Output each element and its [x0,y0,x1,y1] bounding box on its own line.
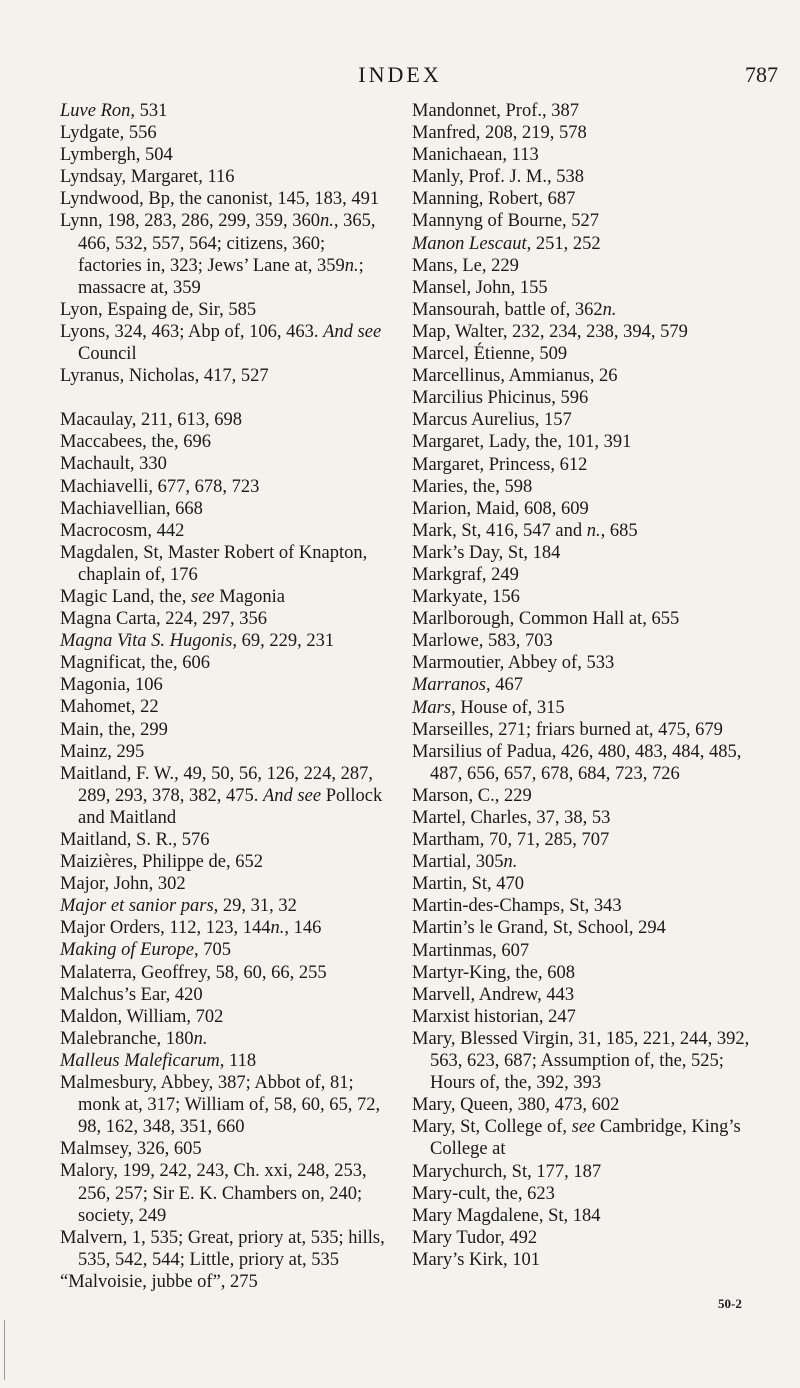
index-entry-text: Manning, Robert, 687 [412,189,576,210]
index-entry-text: Margaret, Lady, the, 101, 391 [412,432,632,453]
index-entry-text: Malmesbury, Abbey, 387; Abbot of, 81; monk at, 317; William of, 58, 60, 65, 72, 98, 162, 348, 351, 660 [60,1073,381,1138]
index-entry [412,917,772,939]
index-entry [412,984,772,1006]
index-entry-text: Malvern, 1, 535; Great, priory at, 535; hills, 535, 542, 544; Little, priory at, 535 [60,1227,385,1270]
index-entry-text: Marxist historian, 247 [412,1006,576,1027]
index-entry-text: “Malvoisie, jubbe of”, 275 [60,1271,258,1292]
index-entry-text: Magdalen, St, Master Robert of Knapton, chaplain of, 176 [60,542,368,585]
index-entry-italic-text: Magna Vita S. Hugonis [60,631,233,652]
index-entry-text: Malchus’s Ear, 420 [60,984,203,1005]
index-entry-text: Malaterra, Geoffrey, 58, 60, 66, 255 [60,962,327,983]
index-entry [60,962,385,984]
index-entry-text: Magna Carta, 224, 297, 356 [60,609,268,630]
index-entry-text: Martinmas, 607 [412,940,530,961]
index-entry-text: Marmoutier, Abbey of, 533 [412,653,615,674]
index-entry-text: Maccabees, the, 696 [60,432,212,453]
index-entry-text: Lyon, Espaing de, Sir, 585 [60,299,257,320]
index-entry-text: Lyndwood, Bp, the canonist, 145, 183, 491 [60,189,380,210]
index-entry [60,763,385,829]
index-entry-text: Maitland, S. R., 576 [60,830,210,850]
index-entry-text: Lynn, 198, 283, 286, 299, 359, 360 [60,211,321,232]
index-entry-text: Mans, Le, 229 [412,255,519,276]
index-entry [60,1138,385,1160]
index-entry [60,144,385,166]
index-entry [60,453,385,475]
index-entry-text: Lyndsay, Margaret, 116 [60,167,235,188]
index-entry-text: Mansourah, battle of, 362 [412,299,603,320]
index-entry [412,122,772,144]
index-entry-text: Martyr-King, the, 608 [412,962,576,983]
page-header [0,58,800,98]
index-entry [412,564,772,586]
index-entry-text: Martin’s le Grand, St, School, 294 [412,918,666,939]
index-entry [60,829,385,851]
index-entry-text: , 251, 252 [526,233,601,254]
index-entry-text: Mansel, John, 155 [412,277,548,298]
index-entry-text: Map, Walter, 232, 234, 238, 394, 579 [412,321,688,342]
running-title: INDEX [358,62,442,87]
index-entry-text: Manly, Prof. J. M., 538 [412,167,584,188]
index-entry [60,476,385,498]
index-entry-text: Manfred, 208, 219, 578 [412,123,587,144]
index-entry [412,233,772,255]
index-entry-text: Maizières, Philippe de, 652 [60,852,263,873]
index-entry [412,608,772,630]
index-entry [60,696,385,718]
index-entry [412,697,772,719]
index-entry-text: Machiavellian, 668 [60,498,203,519]
index-column-right [412,100,772,1271]
index-entry-text: Major Orders, 112, 123, 144 [60,918,271,939]
index-entry-text: , 69, 229, 231 [232,631,335,652]
index-entry-text: Maldon, William, 702 [60,1006,224,1027]
index-entry-text: Mahomet, 22 [60,697,159,718]
index-entry-italic-text: see [191,586,215,607]
index-entry [412,343,772,365]
index-entry-text: Mary, Queen, 380, 473, 602 [412,1095,620,1116]
index-entry [412,741,772,785]
index-entry [60,1006,385,1028]
index-entry [412,476,772,498]
index-entry [412,387,772,409]
index-entry-text: Mark’s Day, St, 184 [412,542,561,563]
index-entry [412,299,772,321]
index-entry-text: , House of, 315 [451,697,565,718]
index-entry [60,586,385,608]
index-entry [412,630,772,652]
index-entry-text: Mary, St, College of, [412,1117,572,1138]
index-entry-text: Markgraf, 249 [412,564,519,585]
index-entry [412,1028,772,1094]
index-entry [60,984,385,1006]
index-entry-text: Cambridge, King’s College at [430,1117,741,1160]
index-entry [412,829,772,851]
index-entry-text: Manichaean, 113 [412,145,539,166]
index-entry [412,144,772,166]
index-entry [60,895,385,917]
index-entry-text: Lyons, 324, 463; Abp of, 106, 463. [60,321,324,342]
index-entry [412,255,772,277]
index-entry [60,542,385,586]
index-entry [60,210,385,298]
index-entry-text: Mary Tudor, 492 [412,1227,538,1248]
index-entry [60,409,385,431]
index-entry-text: Maries, the, 598 [412,476,533,497]
index-entry-text: Mary Magdalene, St, 184 [412,1205,601,1226]
index-entry-text: Macaulay, 211, 613, 698 [60,410,243,431]
index-entry [412,1183,772,1205]
index-entry-italic-text: Mars [412,697,452,718]
index-entry-italic-text: n. [270,918,285,939]
index-entry-text: Marvell, Andrew, 443 [412,984,575,1005]
index-entry-text: Major, John, 302 [60,874,186,895]
index-entry [412,674,772,696]
index-entry [60,1050,385,1072]
index-column-left [60,100,385,1293]
index-entry [60,431,385,453]
index-entry [412,1161,772,1183]
index-entry [60,608,385,630]
index-entry [60,873,385,895]
index-entry-text: Marlborough, Common Hall at, 655 [412,609,680,630]
index-entry-text: , 146 [284,918,322,939]
index-entry-italic-text: And see [263,785,322,806]
index-entry-text: Marcel, Étienne, 509 [412,344,568,365]
index-entry-text: Main, the, 299 [60,719,168,740]
index-entry-italic-text: Malleus Maleficarum [60,1050,220,1071]
index-entry [60,719,385,741]
index-entry [412,409,772,431]
page-edge-mark [4,1320,5,1380]
page-number: 787 [745,62,778,87]
index-entry [60,188,385,210]
index-entry [412,895,772,917]
index-entry-text: , 705 [193,940,231,961]
index-entry-italic-text: Marranos [412,675,487,696]
index-entry [412,719,772,741]
index-entry [60,365,385,387]
index-entry-text: Macrocosm, 442 [60,520,185,541]
index-entry [60,100,385,122]
index-entry-text: Mainz, 295 [60,741,145,762]
index-entry [60,1072,385,1138]
index-entry-text: Martial, 305 [412,852,504,873]
index-entry-text: Lydgate, 556 [60,123,157,144]
index-entry [412,586,772,608]
index-entry-text: Machiavelli, 677, 678, 723 [60,476,260,497]
index-entry-text: Martin, St, 470 [412,874,525,895]
index-entry [412,498,772,520]
index-entry [60,1271,385,1293]
index-entry-italic-text: Manon Lescaut [412,233,527,254]
index-entry [412,520,772,542]
index-entry-text: Margaret, Princess, 612 [412,454,588,475]
index-entry-italic-text: n. [344,255,359,276]
index-entry [412,1249,772,1271]
index-entry [412,210,772,232]
index-entry [412,188,772,210]
index-entry [60,630,385,652]
index-entry-text: Marion, Maid, 608, 609 [412,498,589,519]
index-entry-text: Mary’s Kirk, 101 [412,1249,540,1270]
index-entry [60,652,385,674]
index-entry-text: , 467 [486,675,524,696]
index-entry-italic-text: see [571,1117,596,1138]
index-entry [60,674,385,696]
index-entry-italic-text: n. [320,211,334,232]
index-entry-italic-text: Major et sanior pars [60,896,214,917]
index-entry-italic-text: n. [503,852,518,873]
index-entry [412,1205,772,1227]
index-entry [60,166,385,188]
index-entry-text: Malebranche, 180 [60,1028,194,1049]
index-entry-text: Magonia [214,586,286,607]
index-entry-text: Martin-des-Champs, St, 343 [412,896,622,917]
index-entry-text: Markyate, 156 [412,587,520,608]
index-entry-text: Marsilius of Padua, 426, 480, 483, 484, 485, 487, 656, 657, 678, 684, 723, 726 [412,741,742,784]
index-entry-text: Marseilles, 271; friars burned at, 475, 679 [412,719,723,740]
index-entry [412,807,772,829]
index-entry-text: , 29, 31, 32 [213,896,297,917]
index-entry-text: , 365, 466, 532, 557, 564; citizens, 360; factories in, 323; Jews’ Lane at, 359 [78,211,376,276]
index-entry-text: Mandonnet, Prof., 387 [412,101,579,121]
index-entry-text: Marcellinus, Ammianus, 26 [412,366,618,387]
index-entry [412,652,772,674]
index-entry-text: Marychurch, St, 177, 187 [412,1161,602,1182]
index-entry-text: Mark, St, 416, 547 and [412,520,587,541]
index-entry-italic-text: Making of Europe [60,940,194,961]
index-entry-text: Council [78,344,137,365]
index-entry [60,1227,385,1271]
index-entry [60,299,385,321]
index-entry [60,498,385,520]
index-entry-text: Mannyng of Bourne, 527 [412,211,600,232]
index-entry [60,939,385,961]
index-entry [412,873,772,895]
index-entry-text: Magnificat, the, 606 [60,653,211,674]
index-entry-text: Magic Land, the, [60,586,191,607]
index-entry-text: , 531 [130,101,168,121]
index-entry [412,166,772,188]
index-entry-text: Marcilius Phicinus, 596 [412,388,589,409]
index-entry-text: Mary, Blessed Virgin, 31, 185, 221, 244, 392, 563, 623, 687; Assumption of, the, 525; Hours of, the, 392, 393 [412,1028,750,1094]
index-entry-italic-text: n. [602,299,617,320]
index-entry [412,1006,772,1028]
index-entry [412,1227,772,1249]
index-entry [412,431,772,453]
index-entry-text: Marlowe, 583, 703 [412,631,553,652]
index-entry-italic-text: n. [193,1028,208,1049]
index-entry [412,940,772,962]
index-entry [60,741,385,763]
index-entry [412,785,772,807]
index-entry-text: , 118 [219,1050,257,1071]
index-entry-text: Martham, 70, 71, 285, 707 [412,830,610,851]
index-entry [412,100,772,122]
index-entry [412,321,772,343]
index-entry [60,1028,385,1050]
index-entry [412,851,772,873]
index-entry [412,1094,772,1116]
index-entry [412,542,772,564]
index-entry [60,1160,385,1226]
index-entry-text: Lymbergh, 504 [60,145,173,166]
index-entry [412,1116,772,1160]
index-entry-text: Maitland, F. W., 49, 50, 56, 126, 224, 287, 289, 293, 378, 382, 475. [60,763,374,806]
index-entry [412,454,772,476]
index-entry-italic-text: n. [586,520,601,541]
index-entry-italic-text: Luve Ron [60,101,131,121]
signature-mark: 50-2 [718,1296,742,1311]
index-entry-text: Mary-cult, the, 623 [412,1183,555,1204]
index-entry-text: Lyranus, Nicholas, 417, 527 [60,366,269,387]
index-entry-text: Machault, 330 [60,454,167,475]
index-entry [60,520,385,542]
index-entry-text: Malmsey, 326, 605 [60,1139,202,1160]
index-entry [412,277,772,299]
index-entry [60,122,385,144]
index-entry [412,962,772,984]
index-entry-text: Martel, Charles, 37, 38, 53 [412,808,611,828]
index-entry-italic-text: And see [323,321,382,342]
index-entry-text: Pollock and Maitland [78,785,383,828]
index-entry [60,851,385,873]
index-entry-text: Magonia, 106 [60,675,163,696]
index-entry-text: ; massacre at, 359 [78,255,364,298]
index-entry-text: Marson, C., 229 [412,785,532,806]
index-entry [412,365,772,387]
index-entry-text: , 685 [600,520,638,541]
index-entry [60,321,385,365]
index-entry-text: Malory, 199, 242, 243, Ch. xxi, 248, 253, 256, 257; Sir E. K. Chambers on, 240; society, 249 [60,1161,367,1226]
index-entry-text: Marcus Aurelius, 157 [412,410,572,431]
index-entry [60,917,385,939]
